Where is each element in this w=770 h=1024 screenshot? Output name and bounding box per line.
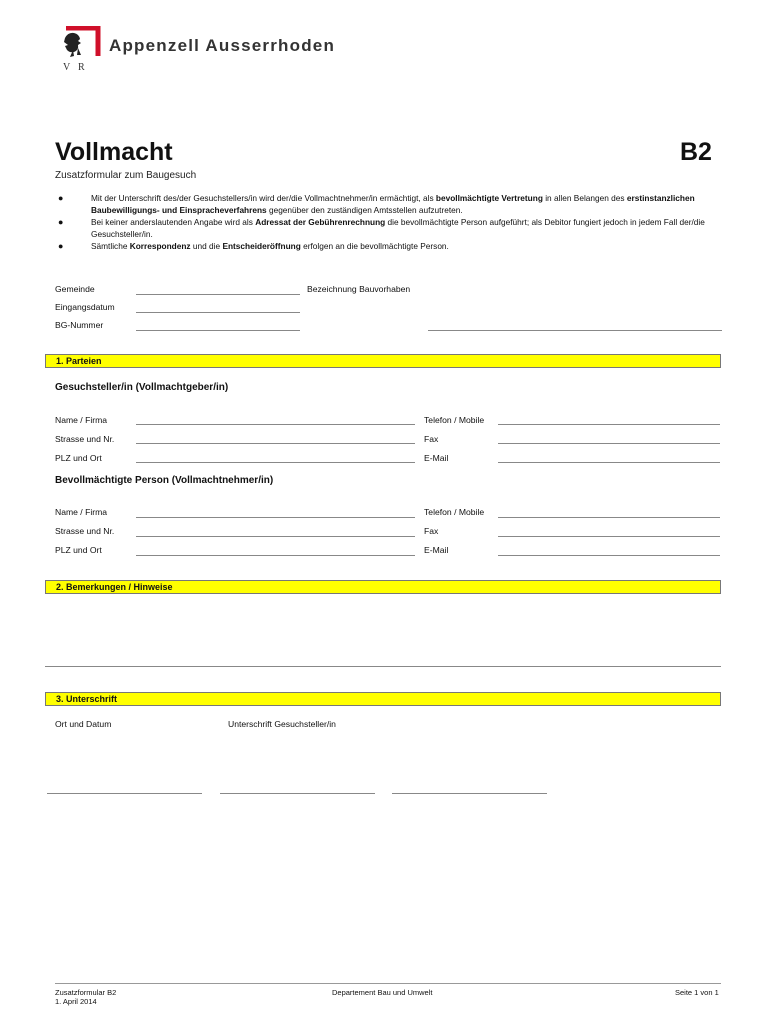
info-bullets (55, 193, 720, 254)
bevollmaechtigte-plz-field[interactable] (136, 555, 415, 556)
eingangsdatum-label: Eingangsdatum (55, 302, 115, 312)
strasse-label: Strasse und Nr. (55, 434, 115, 444)
section-bar-bemerkungen (45, 580, 721, 594)
bullet-item (55, 241, 720, 253)
bullet-item (55, 193, 720, 216)
unterschrift-label: Unterschrift Gesuchsteller/in (228, 719, 336, 729)
section-bar-unterschrift (45, 692, 721, 706)
section-title: 3. Unterschrift (56, 694, 118, 704)
gesuchsteller-telefon-field[interactable] (498, 424, 720, 425)
bullet-text-segment: und die (190, 241, 223, 251)
bullet-text-segment: Mit der Unterschrift des/der Gesuchstellers/in wird der/die Vollmachtnehmer/in ermächtigt, als (91, 193, 436, 203)
bullet-text-segment: Bei keiner anderslautenden Angabe wird als (91, 217, 256, 227)
canton-logo (56, 26, 104, 74)
ort-datum-label: Ort und Datum (55, 719, 112, 729)
gesuchsteller-fax-field[interactable] (498, 443, 720, 444)
unterschrift-field-1[interactable] (220, 793, 375, 794)
bevollmaechtigte-name-field[interactable] (136, 517, 415, 518)
section-bar-parteien (45, 354, 721, 368)
bullet-text-segment: gegenüber den zuständigen Amtsstellen aufzutreten. (266, 204, 463, 215)
bullet-text (91, 217, 705, 239)
gesuchsteller-plz-field[interactable] (136, 462, 415, 463)
gesuchsteller-name-field[interactable] (136, 424, 415, 425)
gemeinde-field[interactable] (136, 294, 300, 295)
bevollmaechtigte-telefon-field[interactable] (498, 517, 720, 518)
plz-label: PLZ und Ort (55, 545, 102, 555)
bullet-bold-text: Korrespondenz (129, 241, 191, 251)
footer-divider (55, 983, 721, 984)
section-title: 2. Bemerkungen / Hinweise (56, 582, 173, 592)
bezeichnung-field[interactable] (428, 330, 722, 331)
bullet-text-segment: Sämtliche (91, 241, 130, 251)
name-label: Name / Firma (55, 415, 108, 425)
canton-name: Appenzell Ausserrhoden (109, 36, 336, 55)
email-label: E-Mail (424, 545, 449, 555)
bg-nummer-label: BG-Nummer (55, 320, 104, 330)
bullet-text-segment: die bevollmächtigte Person aufgeführt; als Debitor fungiert jedoch in jedem Fall der/die Gesuchsteller/in. (91, 217, 705, 239)
ort-datum-field[interactable] (47, 793, 202, 794)
bullet-icon: ● (58, 193, 64, 203)
bullet-text (91, 241, 449, 251)
bullet-bold-text: bevollmächtigte Vertretung (435, 193, 543, 203)
svg-text:R: R (78, 62, 85, 73)
footer-date: 1. April 2014 (55, 997, 97, 1006)
gemeinde-label: Gemeinde (55, 284, 95, 294)
section-title: 1. Parteien (56, 356, 102, 366)
bevollmaechtigte-strasse-field[interactable] (136, 536, 415, 537)
bullet-icon: ● (58, 241, 64, 251)
bemerkungen-field[interactable] (45, 666, 721, 667)
form-code: B2 (680, 138, 712, 166)
bullet-bold-text: erstinstanzlichen Baubewilligungs- und Einspracheverfahrens (91, 193, 695, 215)
bezeichnung-label: Bezeichnung Bauvorhaben (307, 284, 411, 294)
page-title: Vollmacht (55, 138, 173, 166)
bg-nummer-field[interactable] (136, 330, 300, 331)
page-subtitle: Zusatzformular zum Baugesuch (55, 170, 197, 181)
eingangsdatum-field[interactable] (136, 312, 300, 313)
fax-label: Fax (424, 434, 439, 444)
fax-label: Fax (424, 526, 439, 536)
footer-page: Seite 1 von 1 (675, 988, 719, 997)
bullet-text-segment: erfolgen an die bevollmächtigte Person. (300, 241, 449, 251)
bullet-icon: ● (58, 217, 64, 227)
telefon-label: Telefon / Mobile (424, 507, 485, 517)
bevollmaechtigte-fax-field[interactable] (498, 536, 720, 537)
email-label: E-Mail (424, 453, 449, 463)
bullet-text (91, 193, 695, 215)
bullet-bold-text: Adressat der Gebührenrechnung (255, 217, 386, 227)
unterschrift-field-2[interactable] (392, 793, 547, 794)
gesuchsteller-email-field[interactable] (498, 462, 720, 463)
gesuchsteller-heading: Gesuchsteller/in (Vollmachtgeber/in) (55, 382, 229, 393)
bevollmaechtigte-heading: Bevollmächtigte Person (Vollmachtnehmer/in) (55, 475, 274, 486)
svg-text:V: V (63, 62, 71, 73)
footer-department: Departement Bau und Umwelt (332, 988, 433, 997)
bullet-item (55, 217, 720, 240)
bullet-text-segment: in allen Belangen des (542, 193, 627, 203)
bullet-bold-text: Entscheideröffnung (222, 241, 301, 251)
plz-label: PLZ und Ort (55, 453, 102, 463)
strasse-label: Strasse und Nr. (55, 526, 115, 536)
name-label: Name / Firma (55, 507, 108, 517)
footer-form: Zusatzformular B2 (55, 988, 117, 997)
gesuchsteller-strasse-field[interactable] (136, 443, 415, 444)
telefon-label: Telefon / Mobile (424, 415, 485, 425)
bevollmaechtigte-email-field[interactable] (498, 555, 720, 556)
